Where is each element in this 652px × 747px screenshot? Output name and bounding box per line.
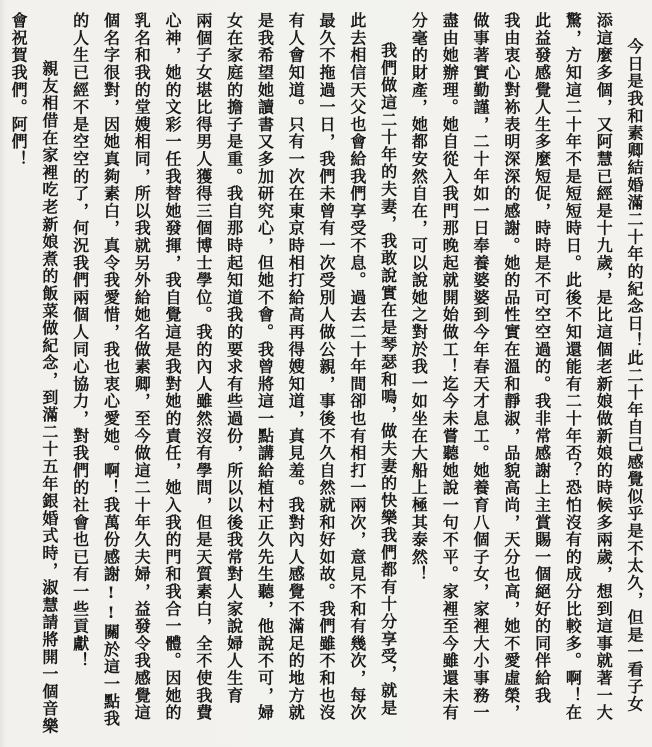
text-column: 驚，方知這二十年不是短短時日。此後不知還能有二十年否？恐怕沒有的成分比較多。啊！在 xyxy=(563,12,583,722)
paragraph-anniversary xyxy=(403,12,649,740)
text-column: 此益發感覺人生多麼短促，時時是不可空空過的。我非常感謝上主賞賜一個絕好的同伴給我 xyxy=(532,12,552,704)
text-column: 做事著實勤謹，二十年如一日奉養婆婆到今年春天才息工。她養育八個子女，家裡大小事務一 xyxy=(471,12,491,722)
text-column: 的人生已經不是空空的了，何況我們兩個人同心協力，對我們的社會也已有一些貢獻！ xyxy=(70,12,90,670)
text-column: 我由衷心對袮表明深深的感謝。她的品性實在溫和靜淑，品貌高尚，天分也高，她不愛虛榮， xyxy=(501,12,521,722)
text-column: 兩個子女堪比得男人獲得三個博士學位。我的內人雖然沒有學問，但是天質素白，全不使我費 xyxy=(193,12,213,722)
text-column: 添這麼多個，又阿慧已經是十九歲，是比這個老新娘做新娘的時候多兩歲，想到這事就著一大 xyxy=(594,12,614,722)
text-column: 會祝賀我們。阿們！ xyxy=(9,12,29,168)
text-column: 女在家庭的擔子是重。我自那時起知道我的要求有些過份，所以以後我常對人家說婦人生育 xyxy=(224,12,244,704)
paragraph-marriage xyxy=(64,12,403,740)
text-column: 我們做這二十年的夫妻，我敢說實在是琴瑟和鳴，做夫妻的快樂我們都有十分享受，就是 xyxy=(378,42,398,717)
text-column: 分毫的財產，她都安然自在，可以說她之對於我一如坐在大船上極其泰然！ xyxy=(409,12,429,583)
text-column: 最久不拖過一日，我們未曾有一次受別人做公親，事後不久自然就和好如故。我們雖不和也沒 xyxy=(317,12,337,722)
text-column: 盡由她辦理。她自從入我門那晚起就開始做工！迄今未嘗聽她說一句不平。家裡至今雖還未有 xyxy=(440,12,460,722)
text-column: 此去相信天父也會給我們享受不息。過去二十年間卻也有相打一兩次，意見不和有幾次，每次 xyxy=(347,12,367,722)
text-column: 個名字很對，因她真夠素白，真令我愛惜，我也衷心愛她。啊！我萬份感謝!!關於這一點我 xyxy=(101,12,121,728)
text-column: 有人會知道。只有一次在東京時相打給高再得嫂知道，真見羞。我對內人感覺不滿足的地方就 xyxy=(286,12,306,722)
text-column: 今日是我和素卿結婚滿二十年的紀念日！此二十年自己感覺似乎是不太久，但是一看子女 xyxy=(625,38,644,713)
text-column: 是我希望她讀書又多加研究心，但她不會。我曾將這一點講給植村正久先生聽，他說不可，婦 xyxy=(255,12,275,722)
paragraph-celebration xyxy=(2,12,64,740)
vertical-text-body xyxy=(2,12,649,740)
text-column: 親友相借在家裡吃老新娘煮的飯菜做紀念，到滿二十五年銀婚式時，淑慧請將開一個音樂 xyxy=(39,60,59,735)
text-column: 乳名和我的堂嫂相同，所以我就另外給她名做素卿，至今做這二十年久夫婦，益發令我感覺這 xyxy=(132,12,152,722)
text-column: 心神，她的文彩一任我替她發揮，我自覺這是我對她的責任，她入我的門和我合一體。因她的 xyxy=(163,12,183,722)
